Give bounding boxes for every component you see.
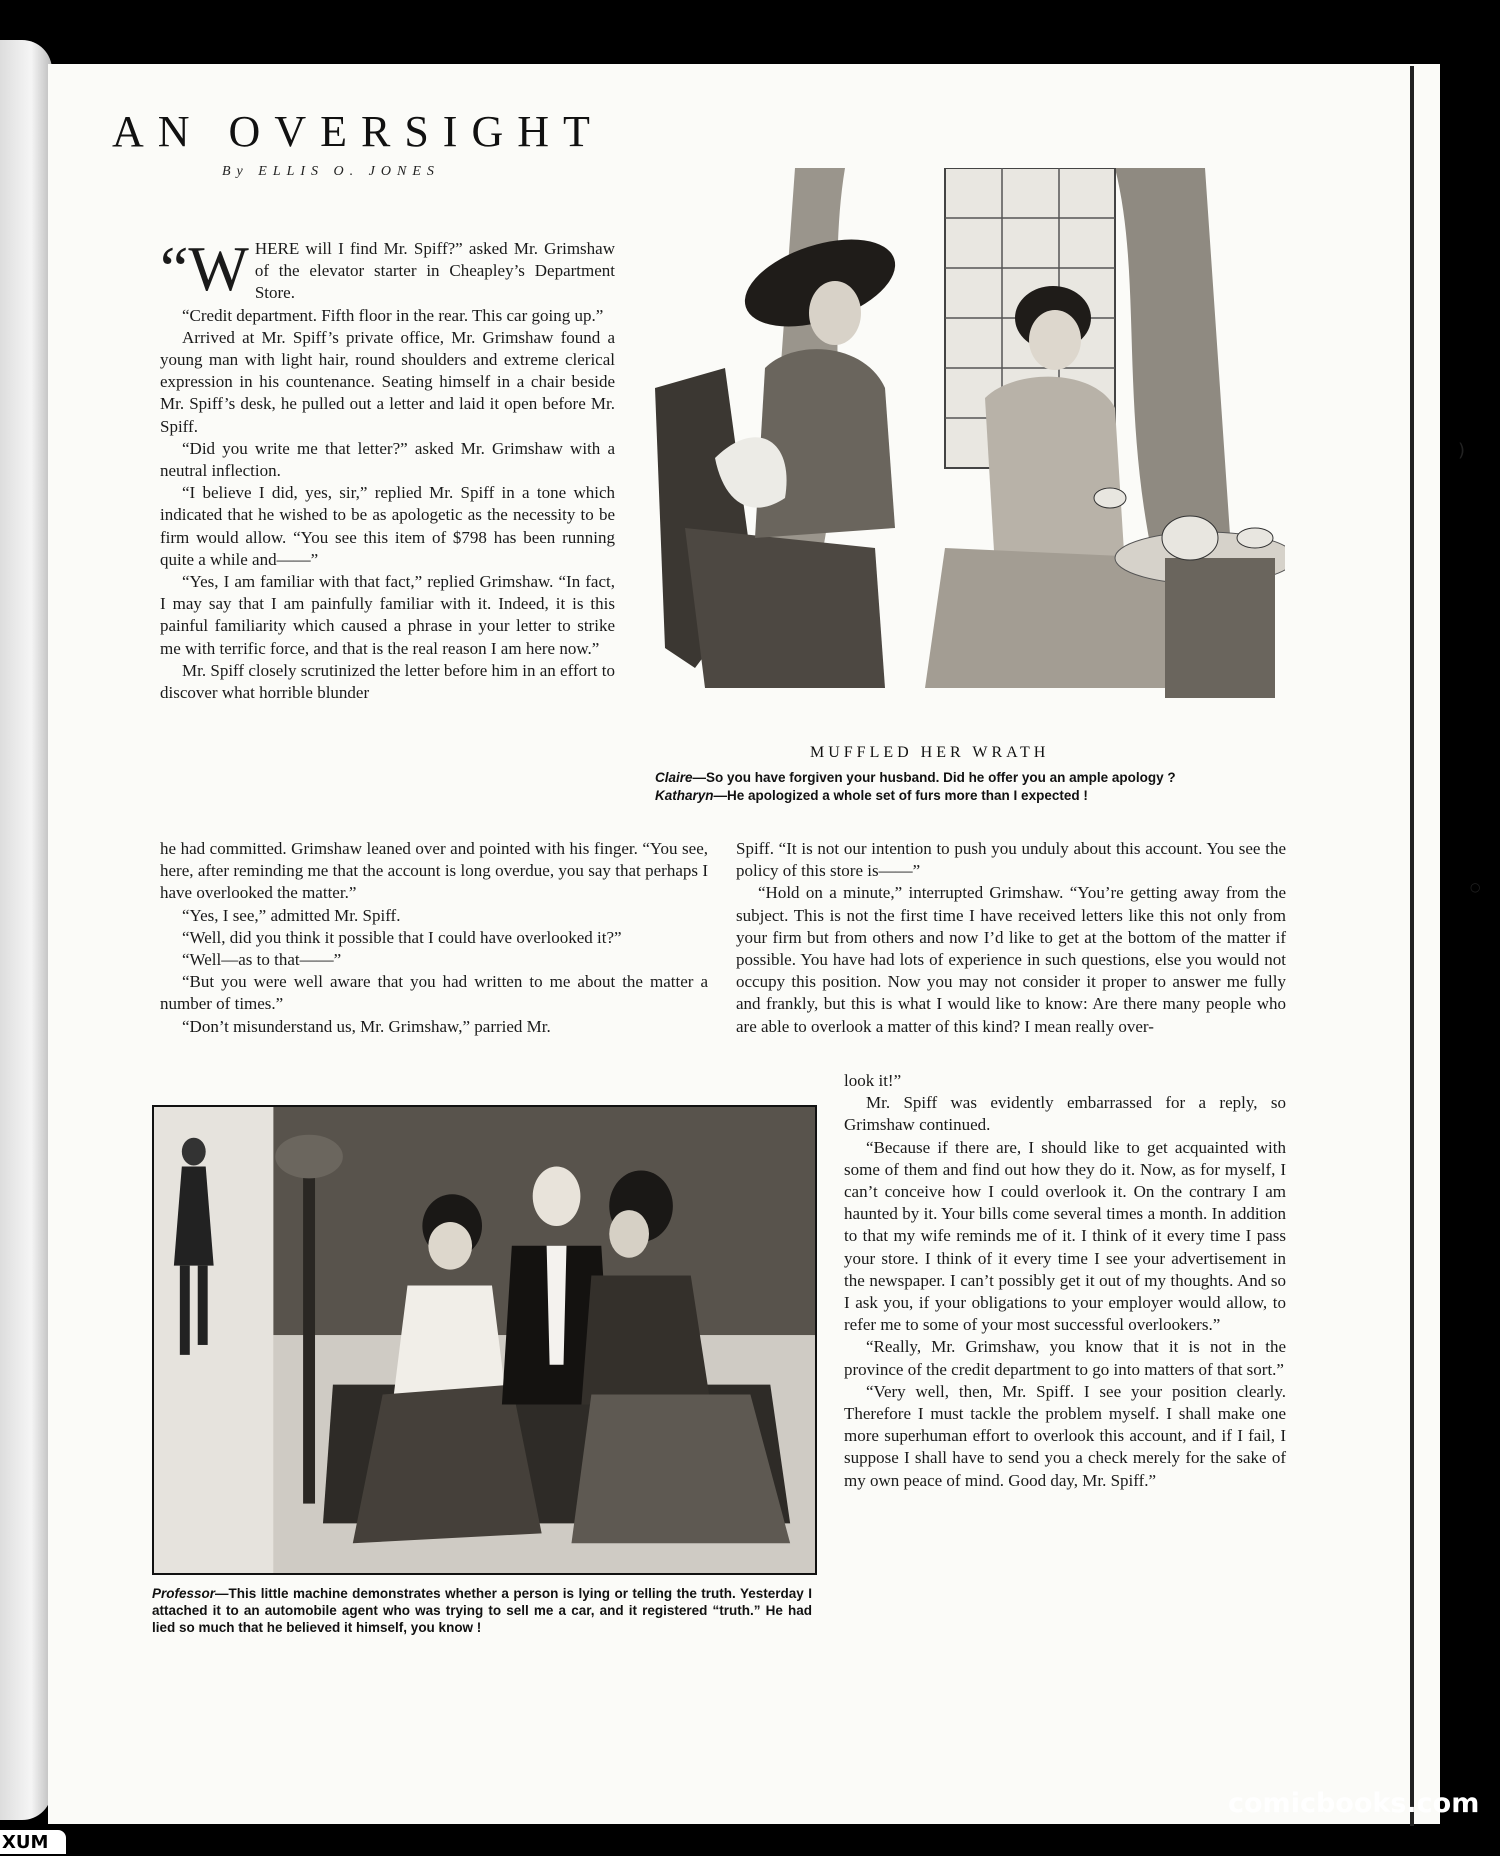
margin-mark: ○ — [1470, 880, 1481, 894]
paragraph: Spiff. “It is not our intention to push you unduly about this account. You see the policy of this store is——” — [736, 839, 1286, 881]
cartoon1-title: MUFFLED HER WRATH — [810, 744, 1050, 761]
cartoon2-caption: Professor—This little machine demonstrates whether a person is lying or telling the truth. Yesterday I attached it to an automobile agent who was trying to sell me a car, and it registered “truth.” He had lied so much that he believed it himself, you know ! — [152, 1586, 812, 1635]
paragraph: “Credit department. Fifth floor in the rear. This car going up.” — [182, 305, 604, 325]
illustration-professor-scene — [152, 1105, 817, 1575]
paragraph: “Well, did you think it possible that I could have overlooked it?” — [182, 927, 622, 947]
margin-mark: ) — [1458, 440, 1466, 461]
illustration-tea-scene — [645, 168, 1285, 708]
paragraph: “Did you write me that letter?” asked Mr. Grimshaw with a neutral inflection. — [160, 438, 615, 481]
paragraph: “Well—as to that——” — [182, 950, 342, 970]
paragraph: “Yes, I see,” admitted Mr. Spiff. — [182, 905, 401, 925]
paragraph: Mr. Spiff closely scrutinized the letter before him in an effort to discover what horrible blunder — [160, 660, 615, 703]
paragraph: “Really, Mr. Grimshaw, you know that it is not in the province of the credit department to go into matters of that sort.” — [844, 1337, 1286, 1379]
paragraph: “Don’t misunderstand us, Mr. Grimshaw,” parried Mr. — [182, 1016, 551, 1036]
site-watermark: comicbooks.com — [1228, 1788, 1480, 1819]
paragraph: Mr. Spiff was evidently embarrassed for a reply, so Grimshaw continued. — [844, 1093, 1286, 1135]
paragraph: “But you were well aware that you had written to me about the matter a number of times.” — [160, 972, 708, 1014]
column-right-middle — [736, 838, 1286, 1072]
cartoon1-line2: Katharyn—He apologized a whole set of furs more than I expected ! — [655, 788, 1088, 803]
paragraph: “Because if there are, I should like to get acquainted with some of them and find out how they do it. Now, as for myself, I can’t conceive how I could overlook it. On the contrary I am haunted by it. Your bills come several times a month. In addition to that my wife reminds me of it. I think of it every time I pass your store. I think of it every time I see your advertisement in the newspaper. I can’t possibly get it out of my thoughts. And so I ask you, if your obligations to your employer would allow, to refer me to some of your most successful overlookers.” — [844, 1137, 1286, 1335]
drop-cap: “W — [160, 233, 249, 304]
column-right-bottom — [844, 1070, 1286, 1690]
cartoon1-line1: Claire—So you have forgiven your husband. Did he offer you an ample apology ? — [655, 770, 1176, 785]
article-byline: By ELLIS O. JONES — [222, 164, 440, 179]
column-left-middle — [160, 838, 708, 1080]
column-left-top — [160, 233, 615, 838]
paragraph: “Hold on a minute,” interrupted Grimshaw. “You’re getting away from the subject. This is not the first time I have received letters like this not only from your firm but from others and now I’d like to get at the bottom of the matter if possible. You have had lots of experience in such questions, else you would not occupy this position. Now you may not consider it proper to answer me fully and frankly, but this is what I would like to know: Are there many people who are able to overlook a matter of this kind? I mean really over- — [736, 883, 1286, 1036]
paragraph: “Yes, I am familiar with that fact,” replied Grimshaw. “In fact, I may say that I am painfully familiar with it. Indeed, it is this painful familiarity which caused a phrase in your letter to strike me with terrific force, and that is the real reason I am here now.” — [160, 572, 615, 658]
article-title: AN OVERSIGHT — [112, 107, 604, 156]
paragraph: look it!” — [844, 1071, 902, 1090]
book-gutter — [0, 40, 52, 1820]
page-edge — [1410, 66, 1414, 1826]
paragraph: “Very well, then, Mr. Spiff. I see your position clearly. Therefore I must tackle the problem myself. I shall make one more superhuman effort to overlook this account, and if I fail, I suppose I shall have to send you a check merely for the sake of my own peace of mind. Good day, Mr. Spiff.” — [844, 1381, 1286, 1490]
paragraph: “I believe I did, yes, sir,” replied Mr. Spiff in a tone which indicated that he wished to be as apologetic as the necessity to be firm would allow. “You see this item of $798 has been running quite a while and——” — [160, 483, 615, 569]
corner-logo: XUM — [0, 1830, 66, 1854]
paragraph: he had committed. Grimshaw leaned over and pointed with his finger. “You see, here, after reminding me that the account is long overdue, you say that perhaps I have overlooked the matter.” — [160, 839, 708, 903]
opening-paragraph: “W HERE will I find Mr. Spiff?” asked Mr. Grimshaw of the elevator starter in Cheapley’s Department Store. — [160, 233, 615, 304]
paragraph: Arrived at Mr. Spiff’s private office, Mr. Grimshaw found a young man with light hair, round shoulders and extreme clerical expression in his countenance. Seating himself in a chair beside Mr. Spiff’s desk, he pulled out a letter and laid it open before Mr. Spiff. — [160, 327, 615, 436]
